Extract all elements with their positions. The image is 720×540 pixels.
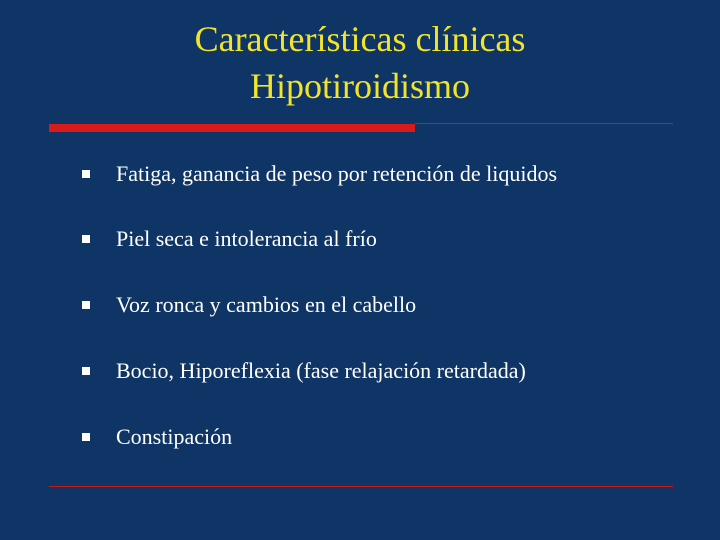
bullet-text: Constipación [116, 424, 233, 449]
square-bullet-icon [82, 301, 90, 309]
footer-rule [49, 486, 673, 487]
title-line-1: Características clínicas [194, 19, 526, 59]
bullet-item [82, 422, 232, 452]
square-bullet-icon [82, 170, 90, 178]
bullet-text: Piel seca e intolerancia al frío [116, 226, 377, 251]
square-bullet-icon [82, 433, 90, 441]
square-bullet-icon [82, 367, 90, 375]
bullet-item [82, 159, 557, 189]
bullet-text: Voz ronca y cambios en el cabello [116, 292, 417, 317]
bullet-text: Fatiga, ganancia de peso por retención de liquidos [116, 161, 558, 186]
bullet-text: Bocio, Hiporeflexia (fase relajación retardada) [116, 358, 526, 383]
title-line-2: Hipotiroidismo [249, 66, 470, 106]
bullet-item [82, 356, 526, 386]
bullet-item [82, 224, 377, 254]
square-bullet-icon [82, 235, 90, 243]
bullet-item [82, 290, 416, 320]
